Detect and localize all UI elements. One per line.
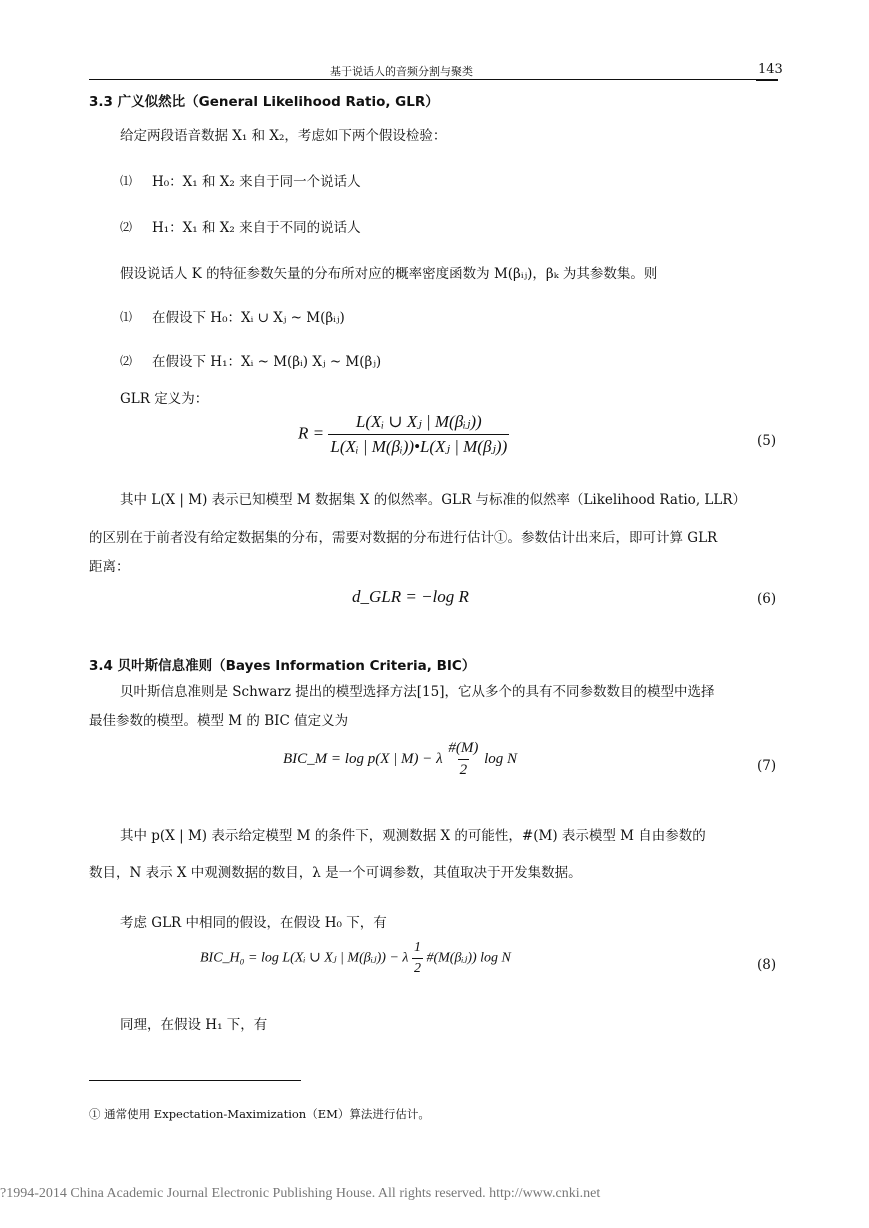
glr-para-line-2: 的区别在于前者没有给定数据集的分布，需要对数据的分布进行估计①。参数估计出来后，即可计算 GLR [89,530,718,546]
h1-text: H₁：X₁ 和 X₂ 来自于不同的说话人 [152,220,361,236]
eq7-numerator: #(M) [448,740,479,756]
h1-label: ⑵ [120,220,133,234]
eq5-denominator: L(Xᵢ | M(βᵢ))•L(Xⱼ | M(βⱼ)) [328,434,509,457]
section-3-4-title: 3.4 贝叶斯信息准则（Bayes Information Criteria, BIC） [89,658,476,674]
eq7-number: (7) [757,758,777,774]
case-2-label: ⑵ [120,354,133,368]
bic-para-line-5: 考虑 GLR 中相同的假设，在假设 H₀ 下，有 [120,915,387,931]
glr-definition-label: GLR 定义为： [120,391,209,407]
eq7-lhs: BIC_M = log p(X | M) − λ [283,750,443,767]
bic-para-line-4: 数目，N 表示 X 中观测数据的数目，λ 是一个可调参数，其值取决于开发集数据。 [89,865,582,881]
eq8-numerator: 1 [413,940,421,955]
footnote: ① 通常使用 Expectation-Maximization（EM）算法进行估计。 [89,1107,430,1121]
eq7-fraction [446,740,480,779]
equation-8 [200,940,511,977]
eq5-lhs: R = [298,423,325,443]
page-number: 143 [758,62,783,77]
case-2-text: 在假设下 H₁：Xᵢ ~ M(βᵢ) Xⱼ ~ M(βⱼ) [152,354,382,370]
assumption-text: 假设说话人 K 的特征参数矢量的分布所对应的概率密度函数为 M(βᵢⱼ)，βₖ 为其参数集。则 [120,266,658,282]
case-1-text: 在假设下 H₀：Xᵢ ∪ Xⱼ ~ M(βᵢⱼ) [152,310,345,326]
eq7-denominator: 2 [458,759,470,779]
equation-7 [283,740,517,779]
equation-6: d_GLR = −log R [352,587,469,606]
eq6-number: (6) [757,591,777,607]
glr-intro: 给定两段语音数据 X₁ 和 X₂，考虑如下两个假设检验： [120,128,447,144]
h0-text: H₀：X₁ 和 X₂ 来自于同一个说话人 [152,174,361,190]
page-number-underline [756,79,778,81]
equation-5 [298,412,509,457]
glr-para-line-1: 其中 L(X | M) 表示已知模型 M 数据集 X 的似然率。GLR 与标准的似然率（Likelihood Ratio, LLR） [120,492,746,508]
eq7-rhs: log N [484,750,518,767]
header-rule [89,79,778,80]
eq8-fraction [412,940,423,977]
h0-label: ⑴ [120,174,133,188]
eq5-numerator: L(Xᵢ ∪ Xⱼ | M(βᵢⱼ)) [355,412,482,431]
running-title: 基于说话人的音频分割与聚类 [330,65,473,78]
eq8-lhs: BIC_H₀ = log L(Xᵢ ∪ Xⱼ | M(βᵢⱼ)) − λ [200,950,409,966]
eq5-fraction [328,412,509,457]
bic-para-line-2: 最佳参数的模型。模型 M 的 BIC 值定义为 [89,713,349,729]
case-1-label: ⑴ [120,310,133,324]
footnote-rule [89,1080,301,1081]
section-3-3-title: 3.3 广义似然比（General Likelihood Ratio, GLR） [89,94,439,110]
eq8-rhs: #(M(βᵢⱼ)) log N [426,950,511,966]
copyright-footer: ?1994-2014 China Academic Journal Electronic Publishing House. All rights reserved. http://www.cnki.net [0,1186,601,1201]
bic-para-line-1: 贝叶斯信息准则是 Schwarz 提出的模型选择方法[15]，它从多个的具有不同参数数目的模型中选择 [120,684,715,700]
bic-para-line-6: 同理，在假设 H₁ 下，有 [120,1017,268,1033]
eq5-number: (5) [757,433,777,449]
glr-para-line-3: 距离： [89,559,130,575]
bic-para-line-3: 其中 p(X | M) 表示给定模型 M 的条件下，观测数据 X 的可能性，#(M) 表示模型 M 自由参数的 [120,828,706,844]
eq8-number: (8) [757,957,777,973]
eq8-denominator: 2 [412,958,423,977]
